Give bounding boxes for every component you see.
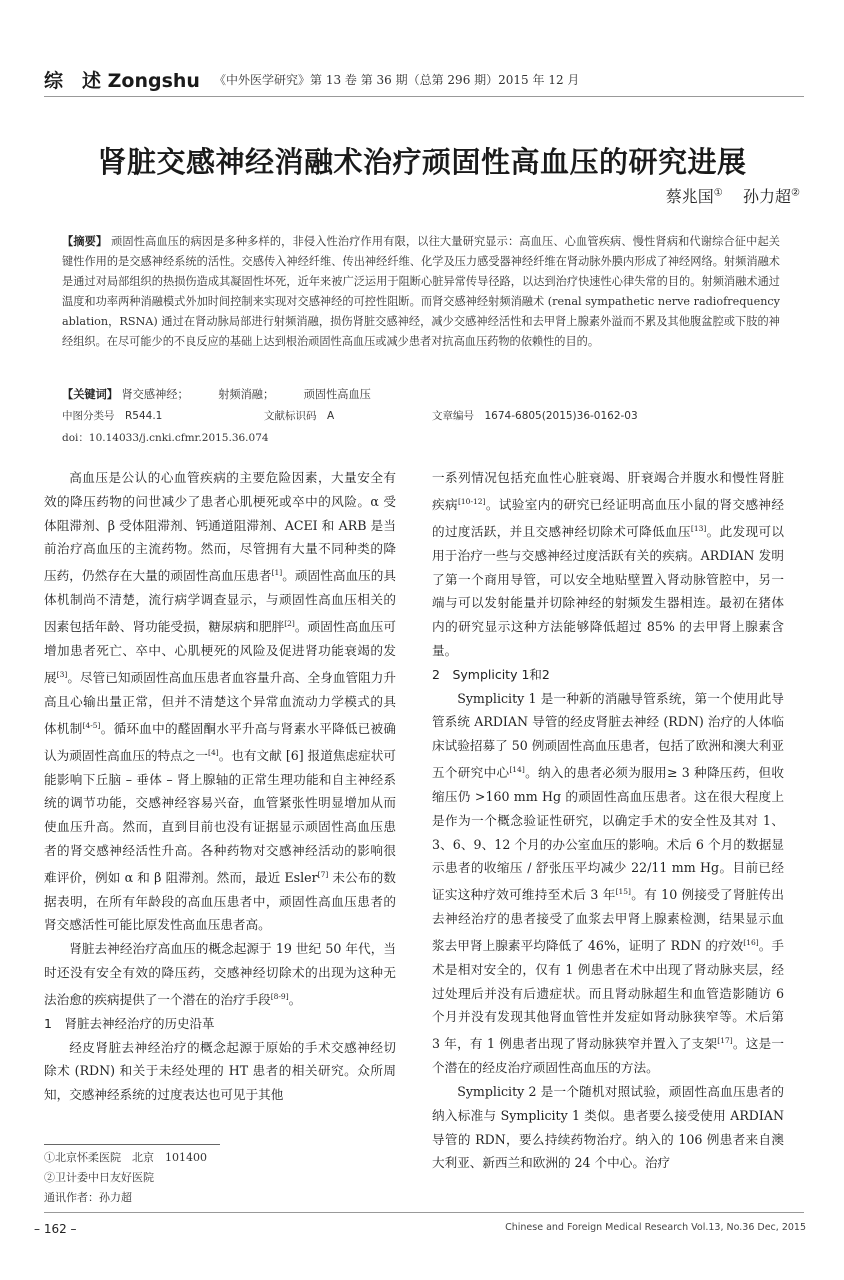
header-rule (44, 96, 804, 97)
citation: [17] (717, 1036, 733, 1046)
abstract (62, 232, 780, 352)
citation: [13] (690, 523, 707, 533)
affiliation-mark: ① (713, 187, 723, 199)
citation: [15] (615, 887, 631, 897)
citation: [10-12] (457, 496, 486, 506)
doi: doi：10.14033/j.cnki.cfmr.2015.36.074 (62, 432, 269, 444)
paragraph: Symplicity 1 是一种新的消融导管系统，第一个使用此导管系统 ARDIAN 导管的经皮肾脏去神经 (RDN) 治疗的人体临床试验招募了 50 例顽固性高血压患者，包括了欧洲和澳大利亚五个研究中心[14]。纳入的患者必须为服用≥ 3 种降压药，但收缩压仍 >160 mm Hg 的顽固性高血压患者。这在很大程度上是作为一个概念验证性研究，以确定手术的安全性及其对 1、3、6、9、12 个月的办公室血压的影响。术后 6 个月的数据显示患者的收缩压 / 舒张压平均减少 22/11 mm Hg。目前已经证实这种疗效可维持至术后 3 年[15]。有 10 例接受了肾脏传出去神经治疗的患者接受了血浆去甲肾上腺素检测，结果显示血浆去甲肾上腺素平均降低了 46%，证明了 RDN 的疗效[16]。手术是相对安全的，仅有 1 例患者在术中出现了肾动脉夹层，经过处理后并没有后遗症状。而且肾动脉超生和血管造影随访 6 个月并没有发现其他肾血管性并发症如肾动脉狭窄等。术后第 3 年，有 1 例患者出现了肾动脉狭窄并置入了支架[17]。这是一个潜在的经皮治疗顽固性高血压的方法。 (432, 690, 784, 1076)
abstract-label: 【摘要】 (62, 235, 108, 248)
footnote-rule (44, 1144, 220, 1145)
section-label: 综 述 Zongshu (44, 70, 200, 92)
keyword: 顽固性高血压 (303, 388, 371, 401)
footnote: 通讯作者：孙力超 (44, 1191, 132, 1204)
citation: [2] (284, 618, 295, 628)
document-code: 文献标识码 A (264, 410, 335, 422)
citation: [16] (743, 937, 759, 947)
citation: [14] (509, 764, 525, 774)
keywords-label: 【关键词】 (62, 388, 118, 401)
section-heading: 1 肾脏去神经治疗的历史沿革 (44, 1015, 215, 1031)
journal-footer: Chinese and Foreign Medical Research Vol.13, No.36 Dec, 2015 (505, 1222, 806, 1233)
citation: [7] (317, 869, 329, 879)
citation: [1] (271, 568, 283, 578)
paragraph: 高血压是公认的心血管疾病的主要危险因素，大量安全有效的降压药物的问世减少了患者心肌梗死或卒中的风险。α 受体阻滞剂、β 受体阻滞剂、钙通道阻滞剂、ACEI 和 ARB 是当前治疗高血压的主流药物。然而，尽管拥有大量不同种类的降压药，仍然存在大量的顽固性高血压患者[1]。顽固性高血压的具体机制尚不清楚，流行病学调查显示，与顽固性高血压相关的因素包括年龄、肾功能受损，糖尿病和肥胖[2]。顽固性高血压可增加患者死亡、卒中、心肌梗死的风险及促进肾功能衰竭的发展[3]。尽管已知顽固性高血压患者血容量升高、全身血管阻力升高且心输出量正常，但并不清楚这个异常血流动力学模式的具体机制[4-5]。循环血中的醛固酮水平升高与肾素水平降低已被确认为顽固性高血压的特点之一[4]。也有文献 [6] 报道焦虑症状可能影响下丘脑 – 垂体 – 肾上腺轴的正常生理功能和自主神经系统的调节功能，交感神经容易兴奋，血管紧张性明显增加从而使血压升高。然而，直到目前也没有证据显示顽固性高血压患者的肾交感神经活性升高。各种药物对交感神经活动的影响很难评价，例如 α 和 β 阻滞剂。然而，最近 Esler[7] 未公布的数据表明，在所有年龄段的高血压患者中，顽固性高血压患者的肾交感活性可能比原发性高血压患者高。 (44, 470, 397, 933)
footnotes (44, 1148, 207, 1208)
section-heading: 2 Symplicity 1和2 (432, 666, 550, 682)
clc-number: 中图分类号 R544.1 (62, 410, 163, 422)
footnote: ②卫计委中日友好医院 (44, 1171, 154, 1184)
author-name: 蔡兆国 (665, 187, 714, 206)
running-header (44, 66, 814, 94)
keyword: 肾交感神经； (121, 388, 189, 401)
citation: [4] (208, 747, 219, 757)
paragraph: 一系列情况包括充血性心脏衰竭、肝衰竭合并腹水和慢性肾脏疾病[10-12]。试验室内的研究已经证明高血压小鼠的肾交感神经的过度活跃，并且交感神经切除术可降低血压[13]。此发现可以用于治疗一些与交感神经过度活跃有关的疾病。ARDIAN 发明了第一个商用导管，可以安全地贴壁置入肾动脉管腔中，另一端与可以发射能量并切除神经的射频发生器相连。最初在猪体内的研究显示这种方法能够降低超过 85% 的去甲肾上腺素含量。 (432, 470, 785, 658)
paragraph: 经皮肾脏去神经治疗的概念起源于原始的手术交感神经切除术 (RDN) 和关于未经处理的 HT 患者的相关研究。众所周知，交感神经系统的过度表达也可见于其他 (44, 1039, 396, 1103)
body-column-left (44, 466, 396, 1107)
footer-rule (44, 1212, 804, 1213)
footnote: ①北京怀柔医院 北京 101400 (44, 1151, 207, 1164)
authors (666, 184, 800, 207)
article-title: 肾脏交感神经消融术治疗顽固性高血压的研究进展 (97, 145, 747, 179)
affiliation-mark: ② (791, 187, 800, 199)
author-name: 孙力超 (743, 187, 792, 206)
citation: [8-9] (270, 991, 289, 1001)
keyword: 射频消融； (218, 388, 275, 401)
journal-issue: 《中外医学研究》第 13 卷 第 36 期（总第 296 期）2015 年 12 月 (214, 73, 580, 87)
article-number: 文章编号 1674-6805(2015)36-0162-03 (432, 410, 638, 422)
citation: [3] (56, 669, 68, 679)
body-column-right (432, 466, 784, 1175)
citation: [4-5] (82, 720, 101, 730)
abstract-text: 顽固性高血压的病因是多种多样的，非侵入性治疗作用有限，以往大量研究显示：高血压、心血管疾病、慢性肾病和代谢综合征中起关键性作用的是交感神经系统的活性。交感传入神经纤维、传出神经纤维、化学及压力感受器神经纤维在肾动脉外膜内形成了神经网络。射频消融术是通过对局部组织的热损伤造成其凝固性坏死，近年来被广泛运用于阻断心脏异常传导径路，以达到治疗快速性心律失常的目的。射频消融术通过温度和功率两种消融模式外加时间控制来实现对交感神经的可控性阻断。而肾交感神经射频消融术 (renal sympathetic nerve radiofrequency ablation，RSNA) 通过在肾动脉局部进行射频消融，损伤肾脏交感神经，减少交感神经活性和去甲肾上腺素外溢而不累及其他腹盆腔或下肢的神经组织。在尽可能少的不良反应的基础上达到根治顽固性高血压或减少患者对抗高血压药物的依赖性的目的。 (62, 235, 780, 348)
page-number: – 162 – (34, 1222, 77, 1236)
paragraph: Symplicity 2 是一个随机对照试验，顽固性高血压患者的纳入标准与 Symplicity 1 类似。患者要么接受使用 ARDIAN 导管的 RDN，要么持续药物治疗。纳入的 106 例患者来自澳大利亚、新西兰和欧洲的 24 个中心。治疗 (432, 1084, 784, 1171)
paragraph: 肾脏去神经治疗高血压的概念起源于 19 世纪 50 年代，当时还没有安全有效的降压药，交感神经切除术的出现为这种无法治愈的疾病提供了一个潜在的治疗手段[8-9]。 (44, 941, 396, 1008)
keywords (62, 386, 397, 402)
